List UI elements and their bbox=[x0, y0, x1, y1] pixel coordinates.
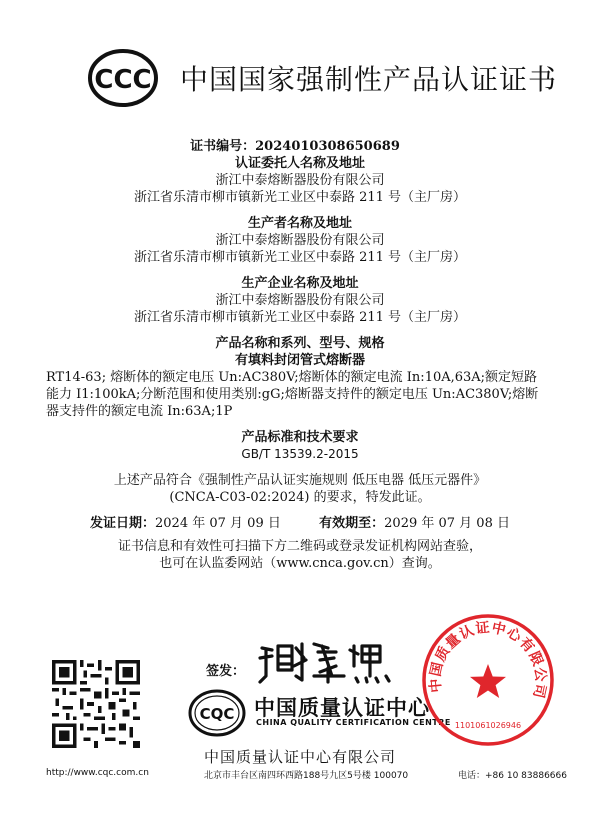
factory-address: 浙江省乐清市柳市镇新光工业区中泰路 211 号（主厂房） bbox=[133, 310, 467, 325]
official-seal-stamp bbox=[420, 612, 556, 748]
footer-address: 北京市丰台区南四环西路188号九区5号楼 100070 bbox=[204, 771, 409, 781]
certificate-body bbox=[0, 138, 600, 572]
factory-name: 浙江中泰熔断器股份有限公司 bbox=[215, 293, 385, 308]
factory-label: 生产企业名称及地址 bbox=[241, 276, 359, 291]
product-spec-line-1: RT14-63; 熔断体的额定电压 Un:AC380V;熔断体的额定电流 In:10A,63A;额定短路 bbox=[46, 370, 538, 385]
manufacturer-address: 浙江省乐清市柳市镇新光工业区中泰路 211 号（主厂房） bbox=[133, 250, 467, 265]
footer-phone: 电话：+86 10 83886666 bbox=[458, 771, 567, 781]
validity-dates bbox=[0, 515, 600, 532]
seal-text: 中国质量认证中心有限公司 bbox=[427, 619, 549, 701]
expiry-date-label: 有效期至： bbox=[319, 516, 385, 531]
seal-star-icon bbox=[470, 664, 506, 698]
applicant-address: 浙江省乐清市柳市镇新光工业区中泰路 211 号（主厂房） bbox=[133, 190, 467, 205]
standard-label: 产品标准和技术要求 bbox=[241, 430, 359, 445]
certificate-number-label: 证书编号： bbox=[190, 139, 256, 154]
issuer-company: 中国质量认证中心有限公司 bbox=[203, 748, 396, 766]
manufacturer-label: 生产者名称及地址 bbox=[247, 216, 352, 231]
verification-note-1: 证书信息和有效性可扫描下方二维码或登录发证机构网站查验， bbox=[117, 539, 482, 554]
standard-value: GB/T 13539.2-2015 bbox=[241, 447, 359, 461]
applicant-label: 认证委托人名称及地址 bbox=[234, 156, 365, 171]
product-label: 产品名称和系列、型号、规格 bbox=[215, 336, 385, 351]
cqc-logo-icon bbox=[188, 688, 246, 738]
applicant-name: 浙江中泰熔断器股份有限公司 bbox=[215, 173, 385, 188]
issue-date: 2024 年 07 月 09 日 bbox=[155, 516, 281, 531]
qr-code-icon[interactable] bbox=[52, 660, 140, 748]
footer-website[interactable]: http://www.cqc.com.cn bbox=[46, 768, 149, 778]
product-spec-line-2: 能力 I1:100kA;分断范围和使用类别:gG;熔断器支持件的额定电压 Un:AC380V;熔断 bbox=[46, 387, 539, 402]
product-name: 有填料封闭管式熔断器 bbox=[234, 353, 365, 368]
seal-number: 1101061026946 bbox=[454, 721, 522, 730]
verification-note-2: 也可在认监委网站（www.cnca.gov.cn）查询。 bbox=[159, 556, 441, 571]
cqc-logo-text: CQC bbox=[199, 705, 235, 723]
issuer-name-en: CHINA QUALITY CERTIFICATION CENTRE bbox=[256, 718, 451, 727]
expiry-date: 2029 年 07 月 08 日 bbox=[384, 516, 510, 531]
ccc-logo-text: CCC bbox=[94, 65, 152, 95]
conformity-line-1: 上述产品符合《强制性产品认证实施规则 低压电器 低压元器件》 bbox=[113, 473, 487, 488]
certificate-number-value: 2024010308650689 bbox=[255, 139, 400, 154]
conformity-line-2: (CNCA-C03-02:2024) 的要求，特发此证。 bbox=[169, 490, 431, 505]
issue-date-label: 发证日期： bbox=[90, 516, 156, 531]
product-spec-line-3: 器支持件的额定电流 In:63A;1P bbox=[46, 404, 233, 419]
certificate-title: 中国国家强制性产品认证证书 bbox=[180, 63, 558, 96]
handwritten-signature bbox=[256, 636, 396, 688]
certificate-number bbox=[0, 138, 600, 155]
ccc-logo-icon bbox=[88, 48, 158, 108]
manufacturer-name: 浙江中泰熔断器股份有限公司 bbox=[215, 233, 385, 248]
signature-label: 签发： bbox=[206, 664, 246, 679]
issuer-name-cn: 中国质量认证中心 bbox=[254, 696, 430, 720]
